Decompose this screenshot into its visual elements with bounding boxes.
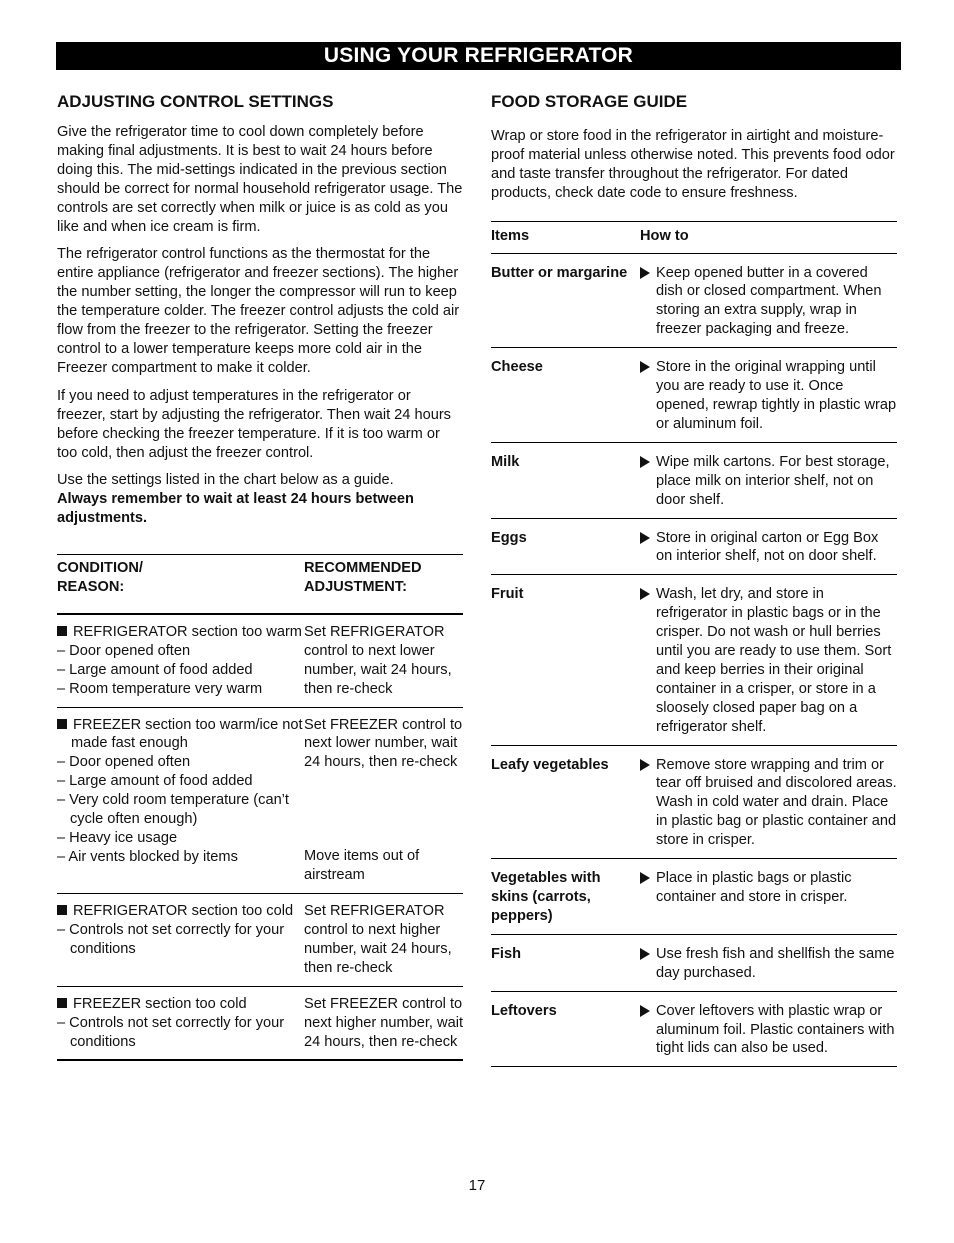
how-to-cell: Wipe milk cartons. For best storage, place milk on interior shelf, not on door shelf. xyxy=(640,442,897,518)
how-to-cell: Store in original carton or Egg Box on interior shelf, not on door shelf. xyxy=(640,518,897,575)
how-to-cell: Remove store wrapping and trim or tear off bruised and discolored areas. Wash in cold water and drain. Place in plastic bag or plastic container and store in crisper. xyxy=(640,745,897,859)
table-header-row xyxy=(491,221,897,253)
item-cell: Leafy vegetables xyxy=(491,745,640,859)
guide-paragraph xyxy=(57,471,463,528)
table-row xyxy=(491,442,897,518)
adjustment-cell: Set FREEZER control to next lower number, wait 24 hours, then re-check Move items out of airstream xyxy=(304,707,463,894)
condition-header: CONDITION/ REASON: xyxy=(57,555,304,614)
food-storage-intro: Wrap or store food in the refrigerator in airtight and moisture-proof material unless otherwise noted. This prevents food odor and taste transfer throughout the refrigerator. For dated products, check date code to ensure freshness. xyxy=(491,128,895,201)
item-cell: Fruit xyxy=(491,575,640,745)
triangle-bullet-icon xyxy=(640,361,650,373)
table-row xyxy=(57,986,463,1060)
thermostat-paragraph: The refrigerator control functions as the thermostat for the entire appliance (refrigerator and freezer sections). The higher the number setting, the longer the compressor will run to keep the temperature colder. The freezer control adjusts the cold air flow from the freezer to the refrigerator. Setting the freezer control to a lower temperature keeps more cold air in the Freezer compartment to make it colder. xyxy=(57,246,460,376)
square-bullet-icon xyxy=(57,626,67,636)
item-cell: Eggs xyxy=(491,518,640,575)
section-banner xyxy=(56,42,901,70)
section-title: USING YOUR REFRIGERATOR xyxy=(323,44,634,67)
table-row xyxy=(491,348,897,443)
item-cell: Butter or margarine xyxy=(491,253,640,348)
square-bullet-icon xyxy=(57,719,67,729)
adjusting-controls-column xyxy=(57,92,463,1061)
item-cell: Milk xyxy=(491,442,640,518)
adjustment-cell: Set FREEZER control to next higher number, wait 24 hours, then re-check xyxy=(304,986,463,1060)
intro-paragraph: Give the refrigerator time to cool down completely before making final adjustments. It is best to wait 24 hours before doing this. The mid-settings indicated in the previous section should be correct for normal household refrigerator usage. The controls are set correctly when milk or juice is as cold as you like and when ice cream is firm. xyxy=(57,124,463,235)
triangle-bullet-icon xyxy=(640,532,650,544)
table-row xyxy=(491,991,897,1067)
square-bullet-icon xyxy=(57,998,67,1008)
guide-warning: Always remember to wait at least 24 hours between adjustments. xyxy=(57,491,414,527)
table-header-row xyxy=(57,555,463,614)
adjustment-cell: Set REFRIGERATOR control to next higher number, wait 24 hours, then re-check xyxy=(304,894,463,987)
triangle-bullet-icon xyxy=(640,759,650,771)
table-row xyxy=(491,934,897,991)
control-adjustment-table xyxy=(57,554,463,1061)
items-header: Items xyxy=(491,221,640,253)
triangle-bullet-icon xyxy=(640,948,650,960)
adjustment-header: RECOMMENDED ADJUSTMENT: xyxy=(304,555,463,614)
condition-cell: FREEZER section too warm/ice not made fast enough – Door opened often – Large amount of food added – Very cold room temperature (can’t cycle often enough) – Heavy ice usage – Air vents blocked by items xyxy=(57,707,304,894)
how-to-cell: Store in the original wrapping until you are ready to use it. Once opened, rewrap tightly in plastic wrap or aluminum foil. xyxy=(640,348,897,443)
table-row xyxy=(491,859,897,935)
table-row xyxy=(491,518,897,575)
adjustment-cell: Set REFRIGERATOR control to next lower number, wait 24 hours, then re-check xyxy=(304,614,463,707)
how-to-header: How to xyxy=(640,221,897,253)
square-bullet-icon xyxy=(57,905,67,915)
triangle-bullet-icon xyxy=(640,1005,650,1017)
triangle-bullet-icon xyxy=(640,872,650,884)
table-row xyxy=(491,745,897,859)
triangle-bullet-icon xyxy=(640,267,650,279)
adjust-paragraph: If you need to adjust temperatures in the refrigerator or freezer, start by adjusting the refrigerator. Then wait 24 hours before checking the freezer temperature. If it is too warm or too cold, then adjust the freezer control. xyxy=(57,387,451,461)
condition-cell: REFRIGERATOR section too warm – Door opened often – Large amount of food added – Room temperature very warm xyxy=(57,614,304,707)
item-cell: Fish xyxy=(491,934,640,991)
adjusting-controls-heading: ADJUSTING CONTROL SETTINGS xyxy=(57,92,334,111)
triangle-bullet-icon xyxy=(640,456,650,468)
item-cell: Vegetables with skins (carrots, peppers) xyxy=(491,859,640,935)
condition-cell: FREEZER section too cold – Controls not set correctly for your conditions xyxy=(57,986,304,1060)
food-storage-table xyxy=(491,221,897,1068)
table-row xyxy=(57,614,463,707)
how-to-cell: Cover leftovers with plastic wrap or aluminum foil. Plastic containers with tight lids can also be used. xyxy=(640,991,897,1067)
table-row xyxy=(57,707,463,894)
food-storage-column xyxy=(491,92,897,1067)
table-row xyxy=(491,575,897,745)
how-to-cell: Keep opened butter in a covered dish or closed compartment. When storing an extra supply, wrap in freezer packaging and freeze. xyxy=(640,253,897,348)
item-cell: Leftovers xyxy=(491,991,640,1067)
food-storage-heading: FOOD STORAGE GUIDE xyxy=(491,92,688,111)
page-number: 17 xyxy=(468,1177,486,1194)
table-row xyxy=(57,894,463,987)
guide-text: Use the settings listed in the chart below as a guide. xyxy=(57,472,394,489)
table-row xyxy=(491,253,897,348)
condition-cell: REFRIGERATOR section too cold – Controls not set correctly for your conditions xyxy=(57,894,304,987)
how-to-cell: Wash, let dry, and store in refrigerator in plastic bags or in the crisper. Do not wash or hull berries until you are ready to use them. Sort and keep berries in their original container in a crisper, or store in a sloosely closed paper bag on a refrigerator shelf. xyxy=(640,575,897,745)
item-cell: Cheese xyxy=(491,348,640,443)
triangle-bullet-icon xyxy=(640,588,650,600)
how-to-cell: Place in plastic bags or plastic container and store in crisper. xyxy=(640,859,897,935)
how-to-cell: Use fresh fish and shellfish the same day purchased. xyxy=(640,934,897,991)
